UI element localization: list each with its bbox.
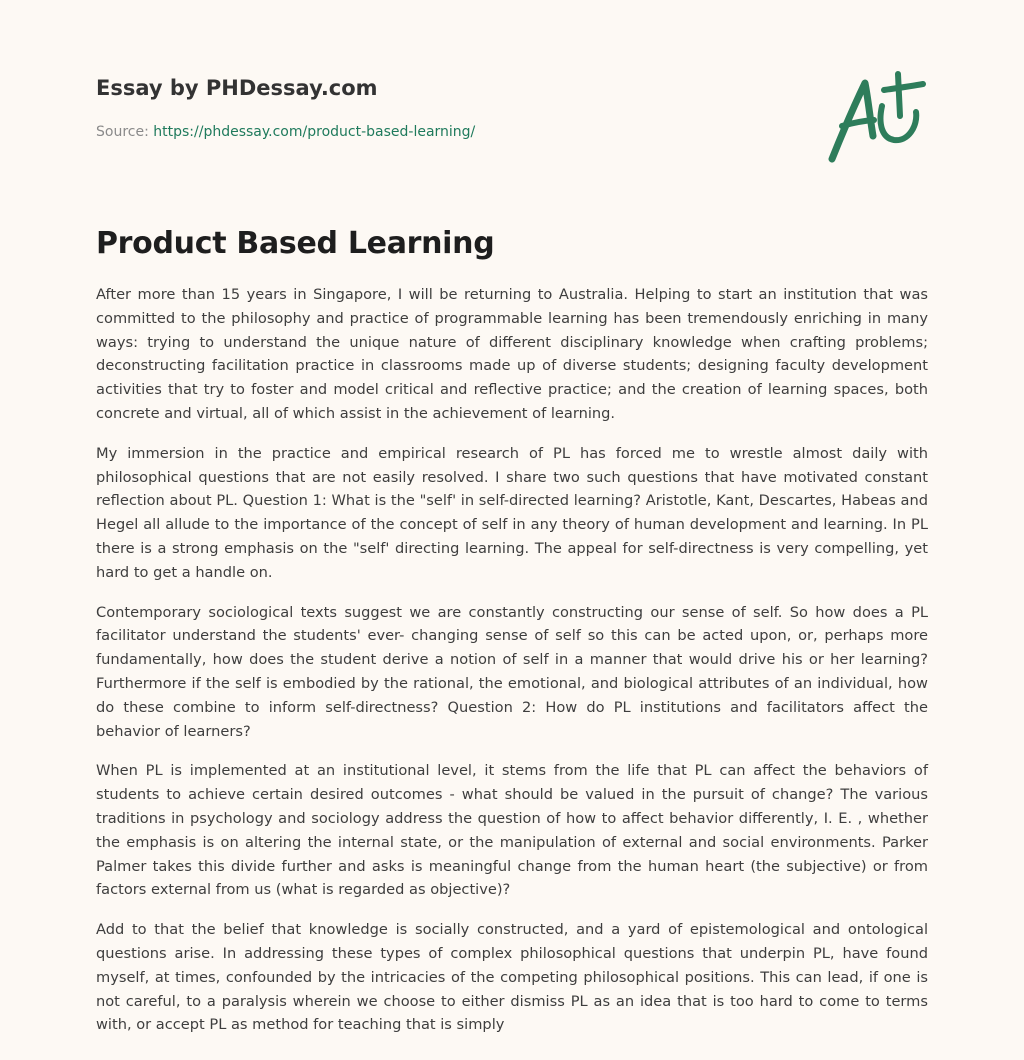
site-title: Essay by PHDessay.com [96,76,378,100]
essay-paragraph: My immersion in the practice and empirical research of PL has forced me to wrestle almost daily with philosophical questions that are not easily resolved. I share two such questions that have motivated constant reflection about PL. Question 1: What is the "self' in self-directed learning? Aristotle, Kant, Descartes, Habeas and Hegel all allude to the importance of the concept of self in any theory of human development and learning. In PL there is a strong emphasis on the "self' directing learning. The appeal for self-directness is very compelling, yet hard to get a handle on. [96,444,928,581]
essay-body [96,283,928,1037]
essay-paragraph: Add to that the belief that knowledge is socially constructed, and a yard of epistemological and ontological questions arise. In addressing these types of complex philosophical questions that underpin PL, have found myself, at times, confounded by the intricacies of the competing philosophical positions. This can lead, if one is not careful, to a paralysis wherein we choose to either dismiss PL as an idea that is too hard to come to terms with, or accept PL as method for teaching that is simply [96,921,928,1034]
a-plus-grade-icon [824,66,928,166]
essay-paragraph: Contemporary sociological texts suggest we are constantly constructing our sense of self. So how does a PL facilitator understand the students' ever- changing sense of self so this can be acted upon, or, perhaps more fundamentally, how does the student derive a notion of self in a manner that would drive his or her learning? Furthermore if the self is embodied by the rational, the emotional, and biological attributes of an individual, how do these combine to inform self-directness? Question 2: How do PL institutions and facilitators affect the behavior of learners? [96,603,928,740]
essay-paragraph: After more than 15 years in Singapore, I will be returning to Australia. Helping to start an institution that was committed to the philosophy and practice of programmable learning has been tremendously enriching in many ways: trying to understand the unique nature of different disciplinary knowledge when crafting problems; deconstructing facilitation practice in classrooms made up of diverse students; designing faculty development activities that try to foster and model critical and reflective practice; and the creation of learning spaces, both concrete and virtual, all of which assist in the achievement of learning. [96,286,928,422]
essay-paragraph: When PL is implemented at an institutional level, it stems from the life that PL can affect the behaviors of students to achieve certain desired outcomes - what should be valued in the pursuit of change? The various traditions in psychology and sociology address the question of how to affect behavior differently, I. E. , whether the emphasis is on altering the internal state, or the manipulation of external and social environments. Parker Palmer takes this divide further and asks is meaningful change from the human heart (the subjective) or from factors external from us (what is regarded as objective)? [96,762,928,899]
source-label: Source: [96,124,154,140]
essay-title: Product Based Learning [96,226,495,261]
source-line [96,124,475,140]
page-header [96,0,928,200]
source-link[interactable]: https://phdessay.com/product-based-learning/ [153,124,476,140]
